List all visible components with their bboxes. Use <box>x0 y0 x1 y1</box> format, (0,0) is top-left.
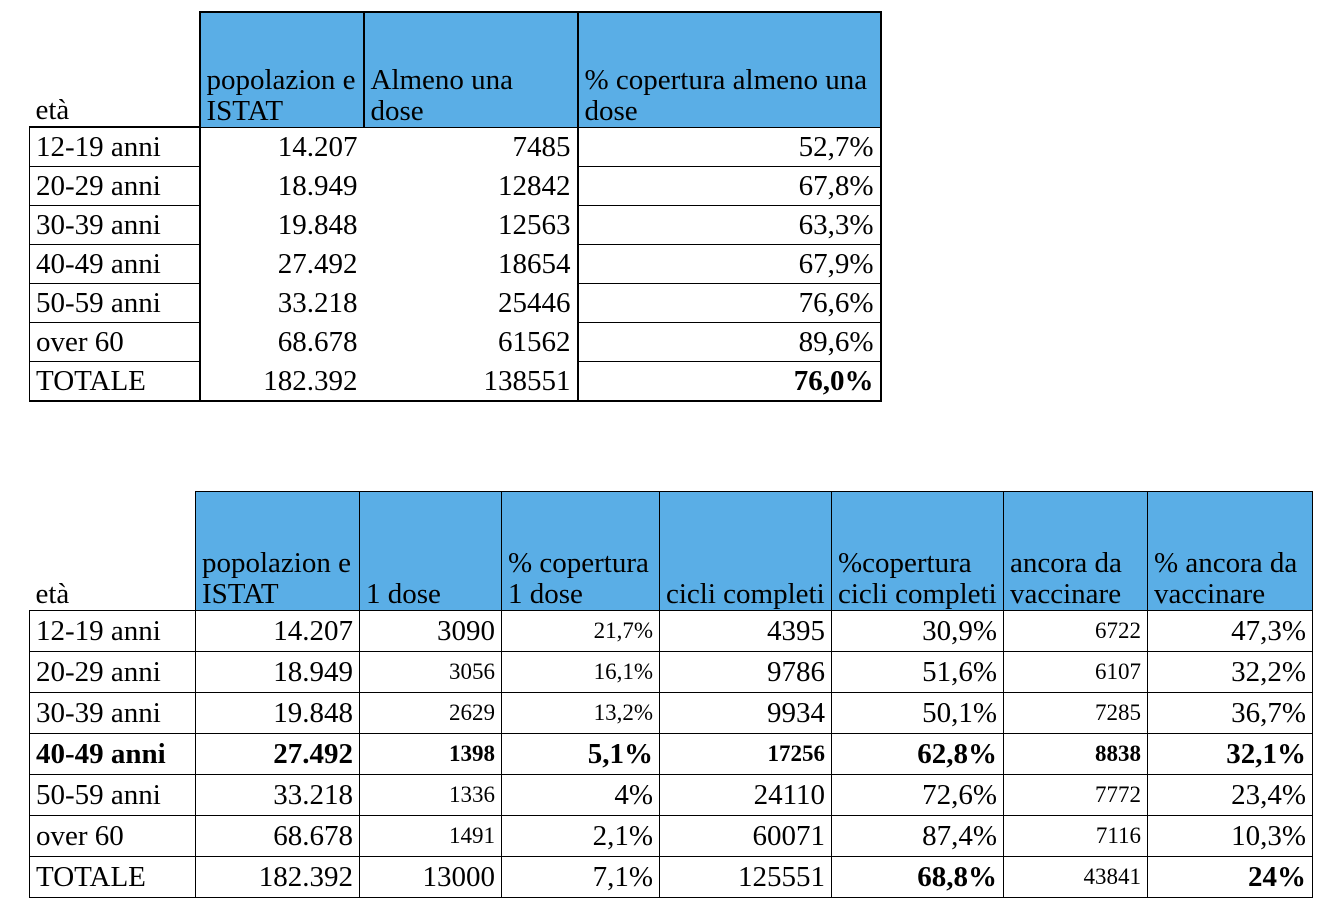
cell-population: 182.392 <box>196 857 360 898</box>
cell-coverage-one-dose: 13,2% <box>502 693 660 734</box>
cell-population: 27.492 <box>277 248 358 280</box>
row-label: TOTALE <box>30 362 200 402</box>
row-label: TOTALE <box>30 857 196 898</box>
cell-doses: 12842 <box>498 170 571 202</box>
header-still-to-vaccinate: ancora da vaccinare <box>1004 492 1148 611</box>
row-label: 30-39 anni <box>30 693 196 734</box>
cell-population: 18.949 <box>196 652 360 693</box>
cell-complete-cycles: 125551 <box>660 857 832 898</box>
cell-percent-still-to-vaccinate: 32,2% <box>1148 652 1313 693</box>
cell-coverage: 67,9% <box>578 245 881 284</box>
header-one-dose: 1 dose <box>360 492 502 611</box>
cell-coverage: 89,6% <box>578 323 881 362</box>
cell-coverage-complete: 62,8% <box>832 734 1004 775</box>
cell-percent-still-to-vaccinate: 24% <box>1148 857 1313 898</box>
cell-coverage-one-dose: 16,1% <box>502 652 660 693</box>
cell-coverage-one-dose: 4% <box>502 775 660 816</box>
cell-population: 68.678 <box>196 816 360 857</box>
header-population-istat: popolazion e ISTAT <box>196 492 360 611</box>
cell-percent-still-to-vaccinate: 36,7% <box>1148 693 1313 734</box>
row-label: 40-49 anni <box>30 734 196 775</box>
cell-one-dose: 3090 <box>360 611 502 652</box>
cell-coverage-complete: 72,6% <box>832 775 1004 816</box>
cell-one-dose: 3056 <box>360 652 502 693</box>
cell-one-dose: 13000 <box>360 857 502 898</box>
table-row <box>30 652 1313 693</box>
table-row <box>30 127 881 167</box>
total-row <box>30 857 1313 898</box>
header-age: età <box>30 492 196 611</box>
row-label: 30-39 anni <box>30 206 200 245</box>
cell-population: 33.218 <box>196 775 360 816</box>
cell-coverage: 76,0% <box>578 362 881 402</box>
cell-population: 19.848 <box>196 693 360 734</box>
table-row <box>30 284 881 323</box>
row-label: over 60 <box>30 816 196 857</box>
cell-still-to-vaccinate: 6722 <box>1004 611 1148 652</box>
table-row <box>30 245 881 284</box>
table-row <box>30 775 1313 816</box>
row-label: 50-59 anni <box>30 775 196 816</box>
cell-population: 18.949 <box>277 170 358 202</box>
row-label: 20-29 anni <box>30 652 196 693</box>
coverage-table-full-cycle <box>29 491 1313 898</box>
cell-population: 14.207 <box>196 611 360 652</box>
cell-still-to-vaccinate: 7285 <box>1004 693 1148 734</box>
cell-doses: 18654 <box>498 248 571 280</box>
cell-percent-still-to-vaccinate: 47,3% <box>1148 611 1313 652</box>
cell-complete-cycles: 17256 <box>660 734 832 775</box>
cell-population: 182.392 <box>200 362 364 402</box>
cell-population: 68.678 <box>277 326 358 358</box>
table-row <box>30 816 1313 857</box>
cell-coverage: 63,3% <box>578 206 881 245</box>
cell-coverage-one-dose: 21,7% <box>502 611 660 652</box>
cell-population: 14.207 <box>277 131 358 163</box>
row-label: 12-19 anni <box>30 611 196 652</box>
row-label: 40-49 anni <box>30 245 200 284</box>
cell-doses: 138551 <box>364 362 578 402</box>
row-label: 12-19 anni <box>30 127 200 167</box>
cell-complete-cycles: 4395 <box>660 611 832 652</box>
cell-one-dose: 1398 <box>360 734 502 775</box>
cell-population: 27.492 <box>196 734 360 775</box>
cell-doses: 7485 <box>512 131 571 163</box>
cell-coverage-complete: 87,4% <box>832 816 1004 857</box>
header-coverage-complete-cycles: %copertura cicli completi <box>832 492 1004 611</box>
header-age: età <box>30 12 200 127</box>
table-row <box>30 167 881 206</box>
cell-coverage-complete: 50,1% <box>832 693 1004 734</box>
row-label: 20-29 anni <box>30 167 200 206</box>
cell-still-to-vaccinate: 7772 <box>1004 775 1148 816</box>
row-label: 50-59 anni <box>30 284 200 323</box>
cell-doses: 12563 <box>498 209 571 241</box>
header-complete-cycles: cicli completi <box>660 492 832 611</box>
cell-complete-cycles: 24110 <box>660 775 832 816</box>
cell-coverage: 76,6% <box>578 284 881 323</box>
cell-still-to-vaccinate: 43841 <box>1004 857 1148 898</box>
total-row <box>30 362 881 402</box>
cell-coverage-one-dose: 7,1% <box>502 857 660 898</box>
cell-complete-cycles: 60071 <box>660 816 832 857</box>
table-header-row <box>30 492 1313 611</box>
cell-still-to-vaccinate: 8838 <box>1004 734 1148 775</box>
cell-population: 33.218 <box>277 287 358 319</box>
cell-still-to-vaccinate: 6107 <box>1004 652 1148 693</box>
cell-coverage-one-dose: 2,1% <box>502 816 660 857</box>
cell-one-dose: 1491 <box>360 816 502 857</box>
cell-coverage-complete: 51,6% <box>832 652 1004 693</box>
cell-one-dose: 2629 <box>360 693 502 734</box>
table-row <box>30 693 1313 734</box>
cell-percent-still-to-vaccinate: 32,1% <box>1148 734 1313 775</box>
coverage-table-at-least-one-dose <box>29 11 882 402</box>
table-row <box>30 323 881 362</box>
cell-one-dose: 1336 <box>360 775 502 816</box>
table-row-highlighted <box>30 734 1313 775</box>
cell-percent-still-to-vaccinate: 10,3% <box>1148 816 1313 857</box>
header-at-least-one-dose: Almeno una dose <box>364 12 578 127</box>
cell-complete-cycles: 9934 <box>660 693 832 734</box>
cell-doses: 25446 <box>498 287 571 319</box>
cell-complete-cycles: 9786 <box>660 652 832 693</box>
table-row <box>30 611 1313 652</box>
header-population-istat: popolazion e ISTAT <box>200 12 364 127</box>
header-coverage-one-dose: % copertura 1 dose <box>502 492 660 611</box>
row-label: over 60 <box>30 323 200 362</box>
header-coverage-at-least-one-dose: % copertura almeno una dose <box>578 12 881 127</box>
table-row <box>30 206 881 245</box>
cell-coverage-one-dose: 5,1% <box>502 734 660 775</box>
cell-still-to-vaccinate: 7116 <box>1004 816 1148 857</box>
table-header-row <box>30 12 881 127</box>
cell-coverage-complete: 30,9% <box>832 611 1004 652</box>
cell-coverage: 67,8% <box>578 167 881 206</box>
cell-coverage-complete: 68,8% <box>832 857 1004 898</box>
cell-doses: 61562 <box>498 326 571 358</box>
cell-population: 19.848 <box>277 209 358 241</box>
header-percent-still-to-vaccinate: % ancora da vaccinare <box>1148 492 1313 611</box>
cell-percent-still-to-vaccinate: 23,4% <box>1148 775 1313 816</box>
cell-coverage: 52,7% <box>578 127 881 167</box>
